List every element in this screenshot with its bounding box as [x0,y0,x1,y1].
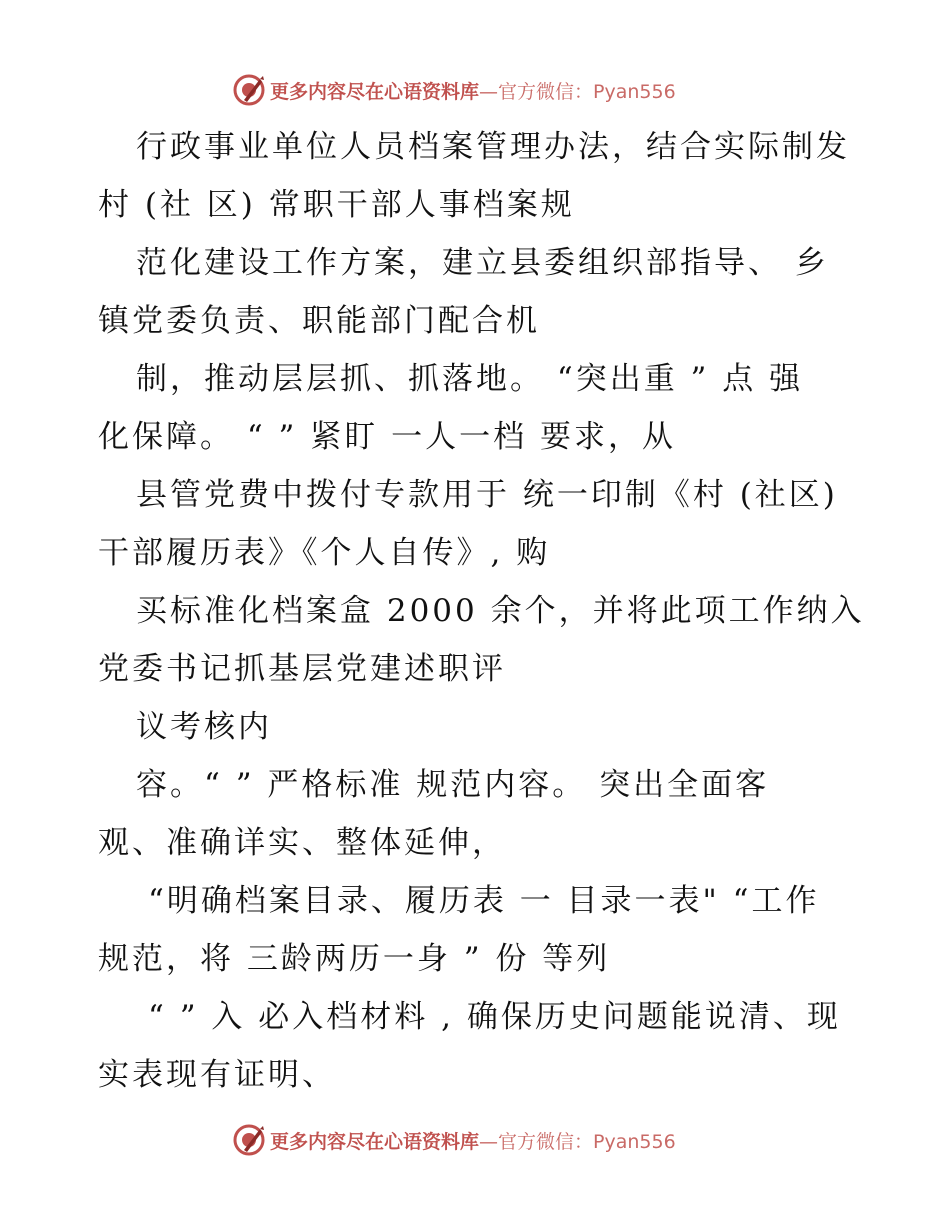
document-body [98,118,865,1104]
body-line: 化保障。 “ ” 紧盯 一人一档 要求，从 [98,419,676,455]
body-line: 容。“ ” 严格标准 规范内容。 突出全面客 [136,767,770,803]
watermark-text [270,1127,676,1154]
body-line: 干部履历表》《个人自传》, 购 [98,535,551,571]
body-line: 观、准确详实、整体延伸， [98,825,506,861]
body-line: 制，推动层层抓、抓落地。 “突出重 ” 点 强 [136,361,804,397]
header-watermark [232,72,676,108]
watermark-wechat-id: Pyan556 [593,80,676,103]
body-line: 实表现有证明、 [98,1057,336,1093]
body-line: 规范，将 三龄两历一身 ” 份 等列 [98,941,611,977]
watermark-wechat-label: 官方微信： [498,1130,594,1153]
body-line: 镇党委负责、职能部门配合机 [98,303,540,339]
body-line: 县管党费中拨付专款用于 统一印制《村 (社区) [136,477,838,513]
watermark-dash: — [479,1130,499,1153]
body-line: 党委书记抓基层党建述职评 [98,651,506,687]
body-line: 买标准化档案盒 2000 余个，并将此项工作纳入 [136,593,865,629]
body-line: 范化建设工作方案，建立县委组织部指导、 乡 [136,245,829,281]
logo-icon [232,73,266,107]
watermark-site-text: 更多内容尽在心语资料库 [270,1130,480,1153]
body-line: 议考核内 [136,709,272,745]
body-line: 行政事业单位人员档案管理办法，结合实际制发 [136,129,850,165]
watermark-wechat-id: Pyan556 [593,1130,676,1153]
watermark-dash: — [479,80,499,103]
watermark-wechat-label: 官方微信： [498,80,594,103]
logo-icon [232,1123,266,1157]
footer-watermark [232,1122,676,1158]
watermark-site-text: 更多内容尽在心语资料库 [270,80,480,103]
body-line: 村 (社 区) 常职干部人事档案规 [98,187,575,223]
watermark-text [270,77,676,104]
body-line: “ ” 入 必入档材料 , 确保历史问题能说清、现 [148,999,841,1035]
body-line: “明确档案目录、履历表 一 目录一表" “工作 [148,883,820,919]
